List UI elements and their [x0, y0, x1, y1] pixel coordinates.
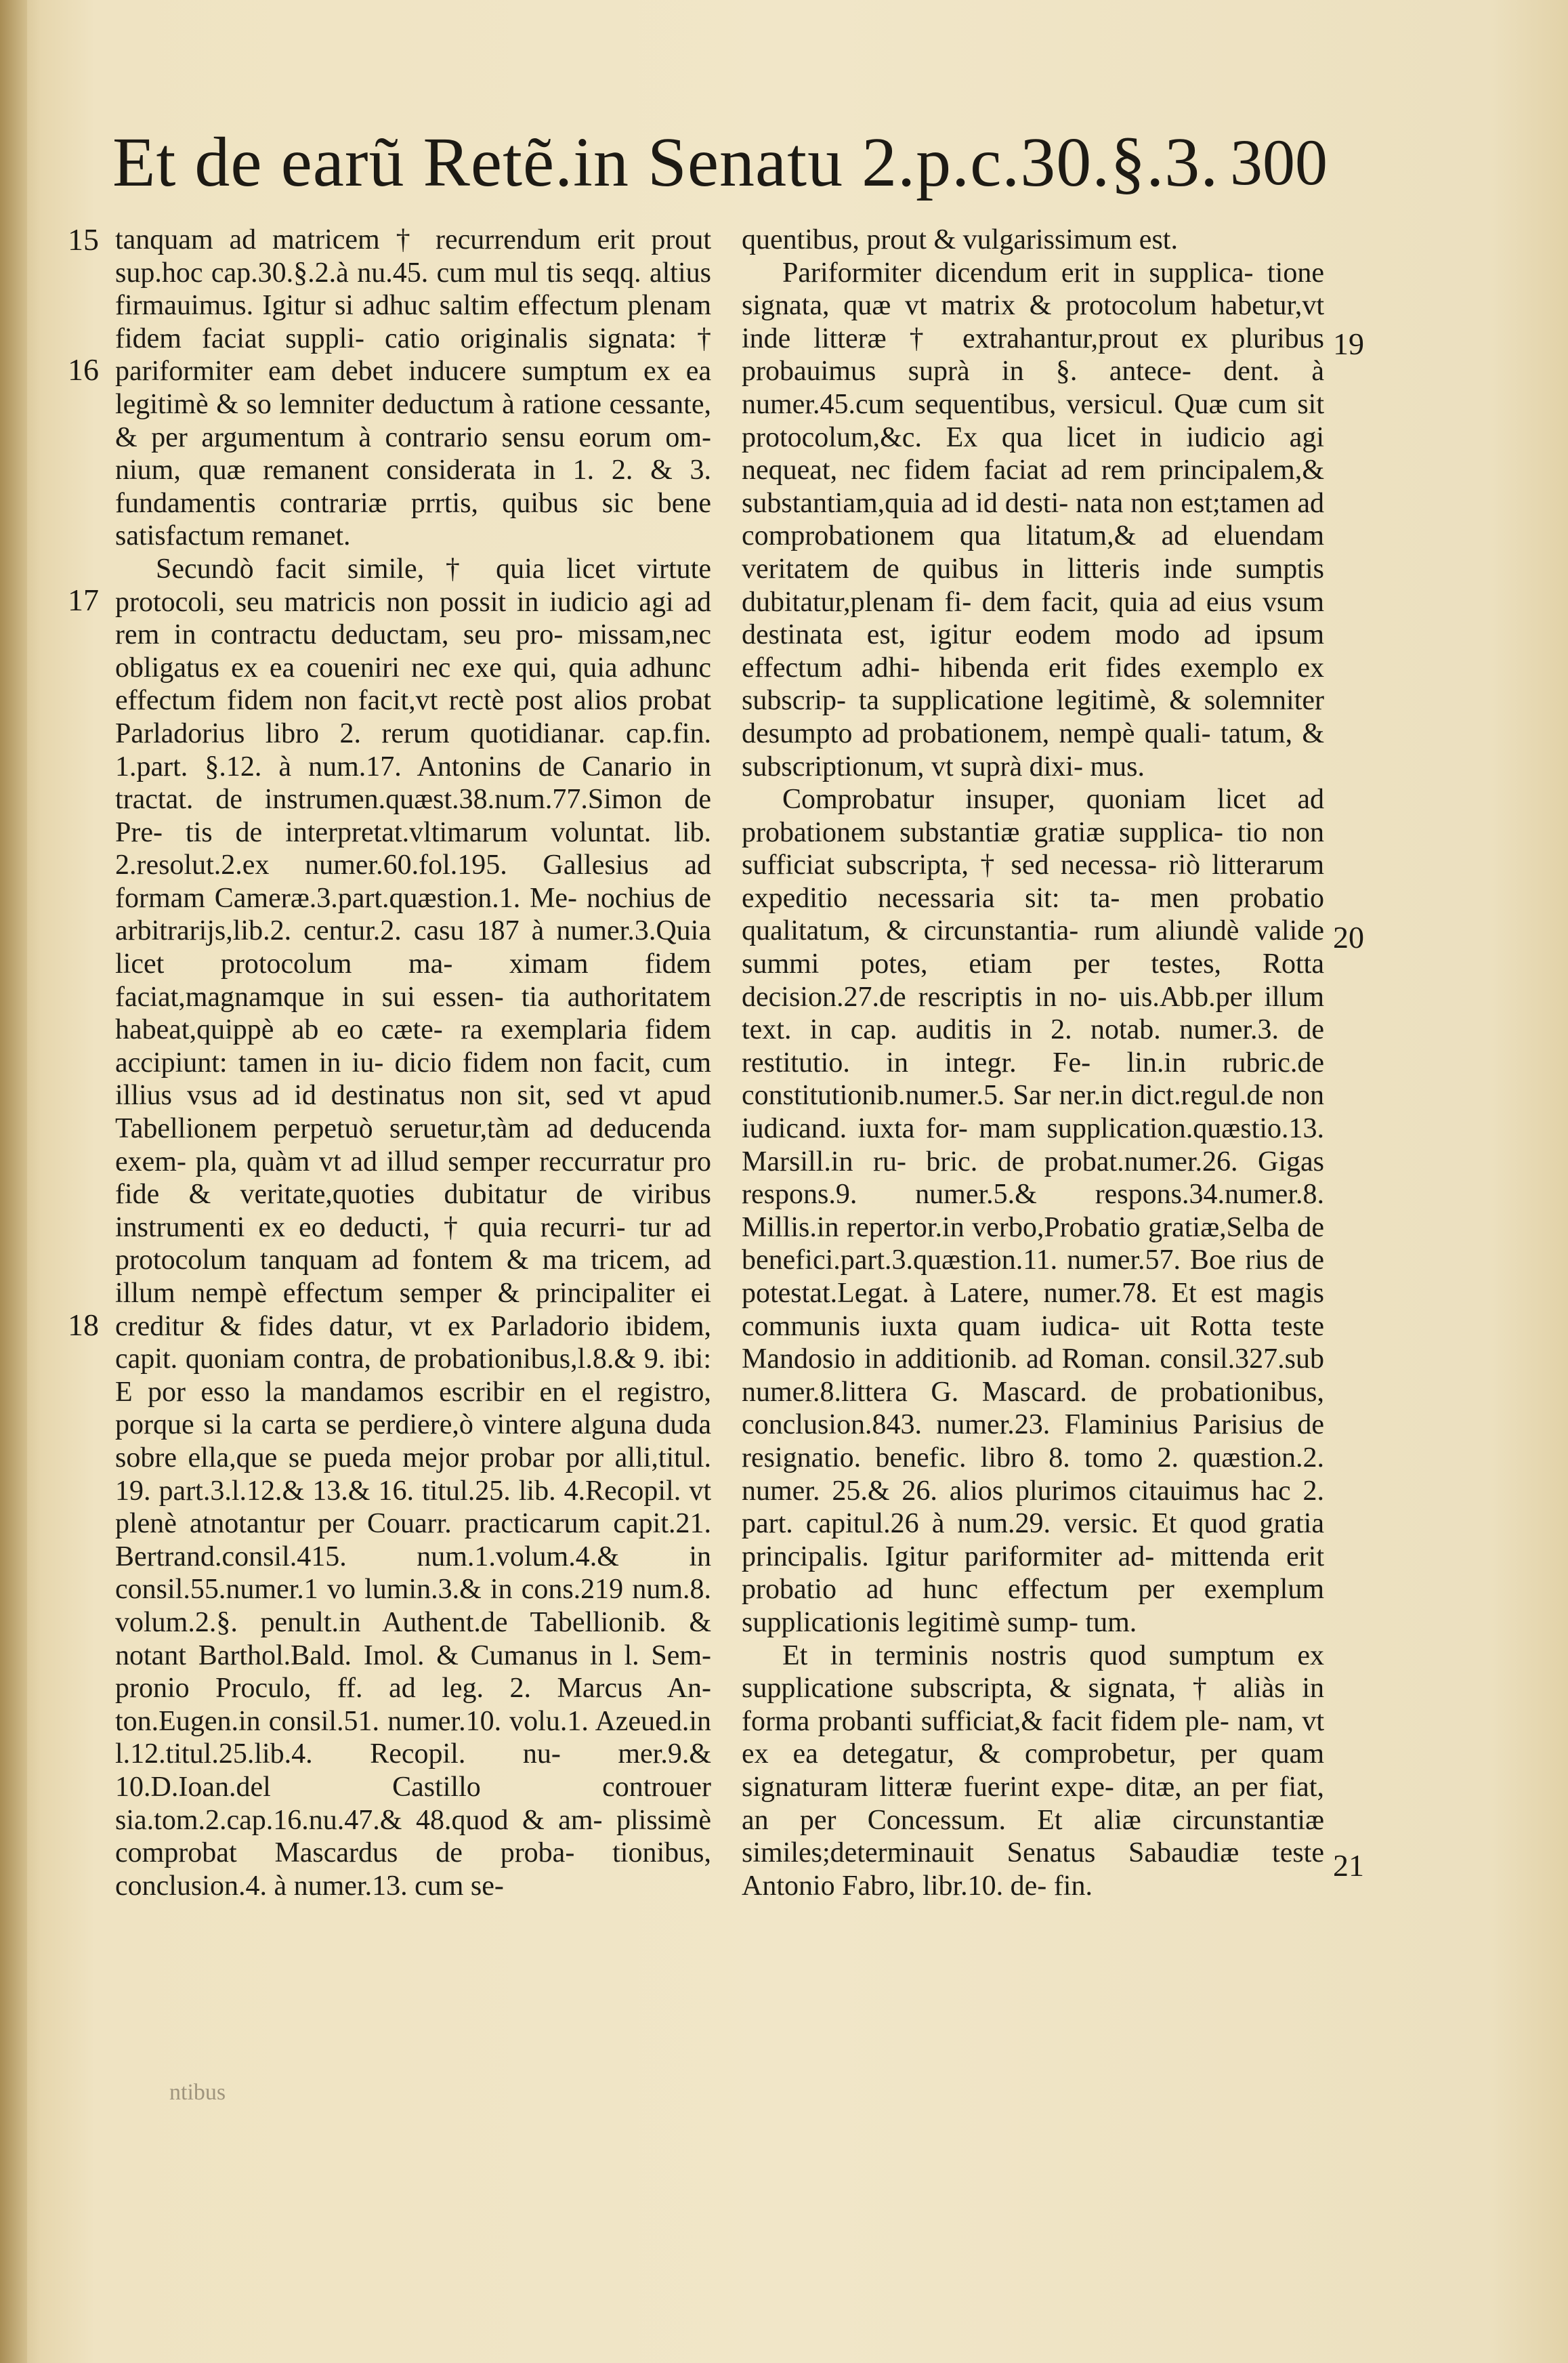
left-text-column	[115, 224, 711, 1902]
binding-gutter	[0, 0, 27, 2363]
paragraph: Pariformiter dicendum erit in supplica- tione signata, quæ vt matrix & protocolum habetur,vt inde litteræ † extrahantur,prout ex pluribus probauimus suprà in §. antece- dent. à numer.45.cum sequentibus, versicul. Quæ cum sit protocolum,&c. Ex qua licet in iudicio agi nequeat, nec fidem faciat ad rem principalem,& substantiam,quia ad id desti- nata non est;tamen ad comprobationem qua litatum,& ad eluendam veritatem de quibus in litteris inde sumptis dubitatur,plenam fi- dem facit, quia ad eius vsum destinata est, igitur eodem modo ad ipsum effectum adhi- hibenda erit fides exemplo ex subscrip- ta supplicatione legitimè, & solemniter desumpto ad probationem, nempè quali- tatum, & subscriptionum, vt suprà dixi- mus.	[742, 257, 1324, 782]
paragraph: Comprobatur insuper, quoniam licet ad probationem substantiæ gratiæ supplica- tio non sufficiat subscripta, † sed necessa- riò litterarum expeditio necessaria sit: ta- men probatio qualitatum, & circunstantia- rum aliundè valide summi potes, etiam per testes, Rotta decision.27.de rescriptis in no- uis.Abb.per illum text. in cap. auditis in 2. notab. numer.3. de restitutio. in integr. Fe- lin.in rubric.de constitutionib.numer.5. Sar ner.in dict.regul.de non iudicand. iuxta for- mam supplication.quæstio.13. Marsill.in ru- bric. de probat.numer.26. Gigas respons.9. numer.5.& respons.34.numer.8. Millis.in repertor.in verbo,Probatio gratiæ,Selba de benefici.part.3.quæstion.11. numer.57. Boe rius de potestat.Legat. à Latere, numer.78. Et est magis communis iuxta quam iudica- uit Rotta teste Mandosio in additionib. ad Roman. consil.327.sub numer.8.littera G. Mascard. de probationibus, conclusion.843. numer.23. Flaminius Parisius de resignatio. benefic. libro 8. tomo 2. quæstion.2. numer. 25.& 26. alios plurimos citauimus hac 2. part. capitul.26 à num.29. versic. Et quod gratia principalis. Igitur pariformiter ad- mittenda erit probatio ad hunc effectum per exemplum supplicationis legitimè sump- tum.	[742, 784, 1324, 1638]
margin-number-21: 21	[1333, 1848, 1364, 1883]
catchword: ntibus	[169, 2080, 226, 2105]
margin-number-19: 19	[1333, 327, 1364, 361]
margin-number-17: 17	[68, 583, 99, 617]
paragraph: Et in terminis nostris quod sumptum ex supplicatione subscripta, & signata, † aliàs in forma probanti sufficiat,& facit fidem ple- nam, vt ex ea detegatur, & comprobetur, per quam signaturam litteræ fuerint expe- ditæ, an per fiat, an per Concessum. Et aliæ circunstantiæ similes;determinauit Senatus Sabaudiæ teste Antonio Fabro, libr.10. de- fin.	[742, 1639, 1324, 1902]
paragraph: quentibus, prout & vulgarissimum est.	[742, 224, 1178, 255]
folio-number: 300	[1230, 126, 1328, 198]
margin-number-15: 15	[68, 222, 99, 257]
running-head: Et de earũ Retẽ.in Senatu 2.p.c.30.§.3.	[112, 123, 1219, 201]
margin-number-20: 20	[1333, 920, 1364, 955]
paragraph: tanquam ad matricem † recurrendum erit prout sup.hoc cap.30.§.2.à nu.45. cum mul tis seqq. altius firmauimus. Igitur si adhuc saltim effectum plenam fidem faciat suppli- catio originalis signata: † pariformiter eam debet inducere sumptum ex ea legitimè & so lemniter deductum à ratione cessante, & per argumentum à contrario sensu eorum om- nium, quæ remanent considerata in 1. 2. & 3. fundamentis contrariæ prrtis, quibus sic bene satisfactum remanet.	[115, 224, 711, 552]
paragraph: Secundò facit simile, † quia licet virtute protocoli, seu matricis non possit in iudicio agi ad rem in contractu deductam, seu pro- missam,nec obligatus ex ea coueniri nec exe qui, quia adhunc effectum fidem non facit,vt rectè post alios probat Parladorius libro 2. rerum quotidianar. cap.fin. 1.part. §.12. à num.17. Antonins de Canario in tractat. de instrumen.quæst.38.num.77.Simon de Pre- tis de interpretat.vltimarum voluntat. lib. 2.resolut.2.ex numer.60.fol.195. Gallesius ad formam Cameræ.3.part.quæstion.1. Me- nochius de arbitrarijs,lib.2. centur.2. casu 187 à numer.3.Quia licet protocolum ma- ximam fidem faciat,magnamque in sui essen- tia authoritatem habeat,quippè ab eo cæte- ra exemplaria fidem accipiunt: tamen in iu- dicio fidem non facit, cum illius vsus ad id destinatus non sit, sed vt apud Tabellionem perpetuò seruetur,tàm ad deducenda exem- pla, quàm vt ad illud semper reccurratur pro fide & veritate,quoties dubitatur de viribus instrumenti ex eo deducti, † quia recurri- tur ad protocolum tanquam ad fontem & ma tricem, ad illum nempè effectum semper & principaliter ei creditur & fides datur, vt ex Parladorio ibidem, capit. quoniam contra, de probationibus,l.8.& 9. ibi: E por esso la mandamos escribir en el registro, porque si la carta se perdiere,ò vintere alguna duda sobre ella,que se pueda mejor probar por alli,titul. 19. part.3.l.12.& 13.& 16. titul.25. lib. 4.Recopil. vt plenè atnotantur per Couarr. practicarum capit.21. Bertrand.consil.415. num.1.volum.4.& in consil.55.numer.1 vo lumin.3.& in cons.219 num.8. volum.2.§. penult.in Authent.de Tabellionib. & notant Barthol.Bald. Imol. & Cumanus in l. Sem- pronio Proculo, ff. ad leg. 2. Marcus An- ton.Eugen.in consil.51. numer.10. volu.1. Azeued.in l.12.titul.25.lib.4. Recopil. nu- mer.9.& 10.D.Ioan.del Castillo controuer sia.tom.2.cap.16.nu.47.& 48.quod & am- plissimè comprobat Mascardus de proba- tionibus, conclusion.4. à numer.13. cum se-	[115, 553, 711, 1902]
margin-number-16: 16	[68, 352, 99, 387]
margin-number-18: 18	[68, 1308, 99, 1342]
right-text-column	[742, 224, 1324, 1902]
